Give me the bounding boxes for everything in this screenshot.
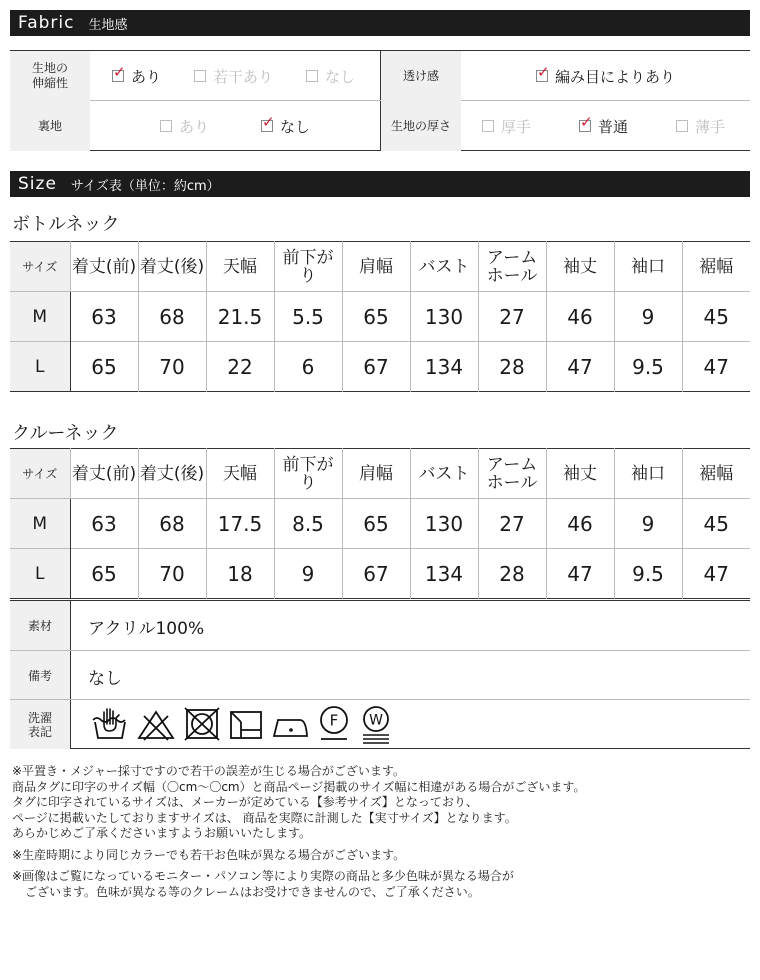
value-cell: 70: [138, 549, 206, 599]
table-row: [10, 342, 750, 392]
header-sleeve-length: 袖丈: [546, 449, 614, 499]
checkbox-empty-icon: [160, 120, 172, 132]
value-cell: 27: [478, 292, 546, 342]
header-front-drop: 前下がり: [274, 242, 342, 292]
header-length-back: 着丈(後): [138, 242, 206, 292]
remarks-label: 備考: [10, 651, 70, 700]
value-cell: 9: [274, 549, 342, 599]
dry-clean-f-icon: [316, 704, 352, 744]
value-cell: 9.5: [614, 549, 682, 599]
checkbox-checked-icon: ✓: [113, 63, 126, 81]
value-cell: 18: [206, 549, 274, 599]
line-dry-shade-icon: [228, 704, 264, 744]
value-cell: 47: [546, 342, 614, 392]
value-cell: 63: [70, 499, 138, 549]
stretch-option-no: なし: [306, 51, 355, 101]
checkbox-checked-icon: ✓: [537, 63, 550, 81]
crew-neck-title: クルーネック: [12, 423, 119, 444]
value-cell: 65: [70, 549, 138, 599]
fabric-table: [10, 50, 750, 151]
stretch-option-slight: 若干あり: [194, 51, 273, 101]
no-bleach-icon: [136, 704, 176, 744]
table-row: [10, 292, 750, 342]
value-cell: 9: [614, 499, 682, 549]
value-cell: 22: [206, 342, 274, 392]
value-cell: 28: [478, 342, 546, 392]
value-cell: 9.5: [614, 342, 682, 392]
header-length-back: 着丈(後): [138, 449, 206, 499]
value-cell: 130: [410, 292, 478, 342]
fabric-header-ja: 生地感: [88, 17, 128, 33]
table-header-row: [10, 449, 750, 499]
header-armhole: アーム ホール: [478, 242, 546, 292]
header-neck-width: 天幅: [206, 242, 274, 292]
value-cell: 9: [614, 292, 682, 342]
header-shoulder: 肩幅: [342, 242, 410, 292]
table-header-row: [10, 242, 750, 292]
size-cell: L: [10, 549, 70, 599]
notes: [12, 764, 748, 900]
header-length-front: 着丈(前): [70, 449, 138, 499]
header-bust: バスト: [410, 449, 478, 499]
bottle-neck-size-table: [10, 241, 750, 392]
header-shoulder: 肩幅: [342, 449, 410, 499]
fabric-row-2: [10, 101, 750, 151]
sheer-option-knit: ✓ 編み目によりあり: [537, 63, 676, 86]
header-sleeve-length: 袖丈: [546, 242, 614, 292]
header-length-front: 着丈(前): [70, 242, 138, 292]
sheer-label: 透け感: [381, 51, 461, 101]
note-text: 商品タグに印字のサイズ幅（〇cm〜〇cm）と商品ページ掲載のサイズ幅に相違がある場合がございます。: [12, 779, 586, 794]
no-tumble-dry-icon: [182, 704, 222, 744]
care-row: [10, 699, 750, 749]
value-cell: 46: [546, 499, 614, 549]
size-cell: L: [10, 342, 70, 392]
material-value: アクリル100%: [88, 618, 205, 639]
note-text: ページに掲載いたしておりますサイズは、 商品を実際に計測した【実寸サイズ】となります。: [12, 810, 517, 825]
value-cell: 47: [682, 549, 750, 599]
value-cell: 27: [478, 499, 546, 549]
note-text: タグに印字されているサイズは、メーカーが定めている【参考サイズ】となっており、: [12, 795, 478, 809]
size-header-ja: サイズ表（単位：約cm）: [70, 178, 220, 194]
header-front-drop: 前下がり: [274, 449, 342, 499]
note-text: ※画像はご覧になっているモニター・パソコン等により実際の商品と多少色味が異なる場合が: [12, 869, 514, 883]
value-cell: 130: [410, 499, 478, 549]
header-size: サイズ: [10, 449, 70, 499]
thickness-option-normal: ✓ 普通: [580, 113, 629, 136]
thickness-label: 生地の厚さ: [381, 101, 461, 151]
value-cell: 17.5: [206, 499, 274, 549]
value-cell: 65: [342, 292, 410, 342]
checkbox-checked-icon: ✓: [580, 113, 593, 131]
stretch-option-yes: ✓ あり: [113, 63, 162, 86]
value-cell: 68: [138, 499, 206, 549]
value-cell: 46: [546, 292, 614, 342]
header-size: サイズ: [10, 242, 70, 292]
note-text: ございます。色味が異なる等のクレームはお受けできませんので、ご了承ください。: [25, 884, 480, 899]
value-cell: 67: [342, 549, 410, 599]
value-cell: 65: [342, 499, 410, 549]
fabric-row-1: [10, 51, 750, 101]
note-text: ※平置き・メジャー採寸ですので若干の誤差が生じる場合がございます。: [12, 764, 405, 778]
size-header-en: Size: [18, 174, 57, 194]
value-cell: 65: [70, 342, 138, 392]
value-cell: 21.5: [206, 292, 274, 342]
checkbox-empty-icon: [194, 70, 206, 82]
lining-option-yes: あり: [160, 101, 209, 151]
table-row: [10, 549, 750, 599]
stretch-label: 生地の 伸縮性: [10, 51, 90, 101]
value-cell: 68: [138, 292, 206, 342]
value-cell: 45: [682, 292, 750, 342]
material-label: 素材: [10, 601, 70, 651]
value-cell: 45: [682, 499, 750, 549]
remarks-value: なし: [88, 668, 122, 689]
wet-clean-w-icon: [358, 704, 394, 744]
header-armhole: アーム ホール: [478, 449, 546, 499]
note-text: あらかじめご了承くださいますようお願いいたします。: [12, 826, 312, 840]
value-cell: 5.5: [274, 292, 342, 342]
lining-label: 裏地: [10, 101, 90, 151]
svg-text:F: F: [329, 711, 339, 730]
low-iron-icon: [270, 704, 310, 744]
lining-option-no: ✓ なし: [262, 113, 311, 136]
header-hem: 裾幅: [682, 449, 750, 499]
checkbox-empty-icon: [306, 70, 318, 82]
header-cuff: 袖口: [614, 449, 682, 499]
size-cell: M: [10, 499, 70, 549]
material-row: [10, 601, 750, 651]
value-cell: 63: [70, 292, 138, 342]
header-bust: バスト: [410, 242, 478, 292]
thickness-option-thick: 厚手: [482, 101, 531, 151]
value-cell: 67: [342, 342, 410, 392]
value-cell: 70: [138, 342, 206, 392]
header-neck-width: 天幅: [206, 449, 274, 499]
table-row: [10, 499, 750, 549]
header-hem: 裾幅: [682, 242, 750, 292]
value-cell: 47: [546, 549, 614, 599]
value-cell: 28: [478, 549, 546, 599]
size-section-header: [10, 171, 750, 197]
header-cuff: 袖口: [614, 242, 682, 292]
value-cell: 134: [410, 549, 478, 599]
crew-neck-size-table: [10, 448, 750, 599]
remarks-row: [10, 650, 750, 700]
care-label: 洗濯 表記: [10, 700, 70, 749]
checkbox-empty-icon: [482, 120, 494, 132]
checkbox-empty-icon: [676, 120, 688, 132]
bottle-neck-title: ボトルネック: [12, 214, 120, 235]
value-cell: 8.5: [274, 499, 342, 549]
checkbox-checked-icon: ✓: [262, 113, 275, 131]
fabric-section-header: [10, 10, 750, 36]
size-cell: M: [10, 292, 70, 342]
product-info-table: [10, 600, 750, 749]
hand-wash-icon: [90, 704, 130, 744]
value-cell: 134: [410, 342, 478, 392]
value-cell: 47: [682, 342, 750, 392]
thickness-option-thin: 薄手: [676, 101, 725, 151]
fabric-header-en: Fabric: [18, 13, 75, 33]
svg-text:W: W: [369, 712, 383, 729]
note-text: ※生産時期により同じカラーでも若干お色味が異なる場合がございます。: [12, 847, 406, 862]
value-cell: 6: [274, 342, 342, 392]
care-icons: [90, 704, 400, 744]
